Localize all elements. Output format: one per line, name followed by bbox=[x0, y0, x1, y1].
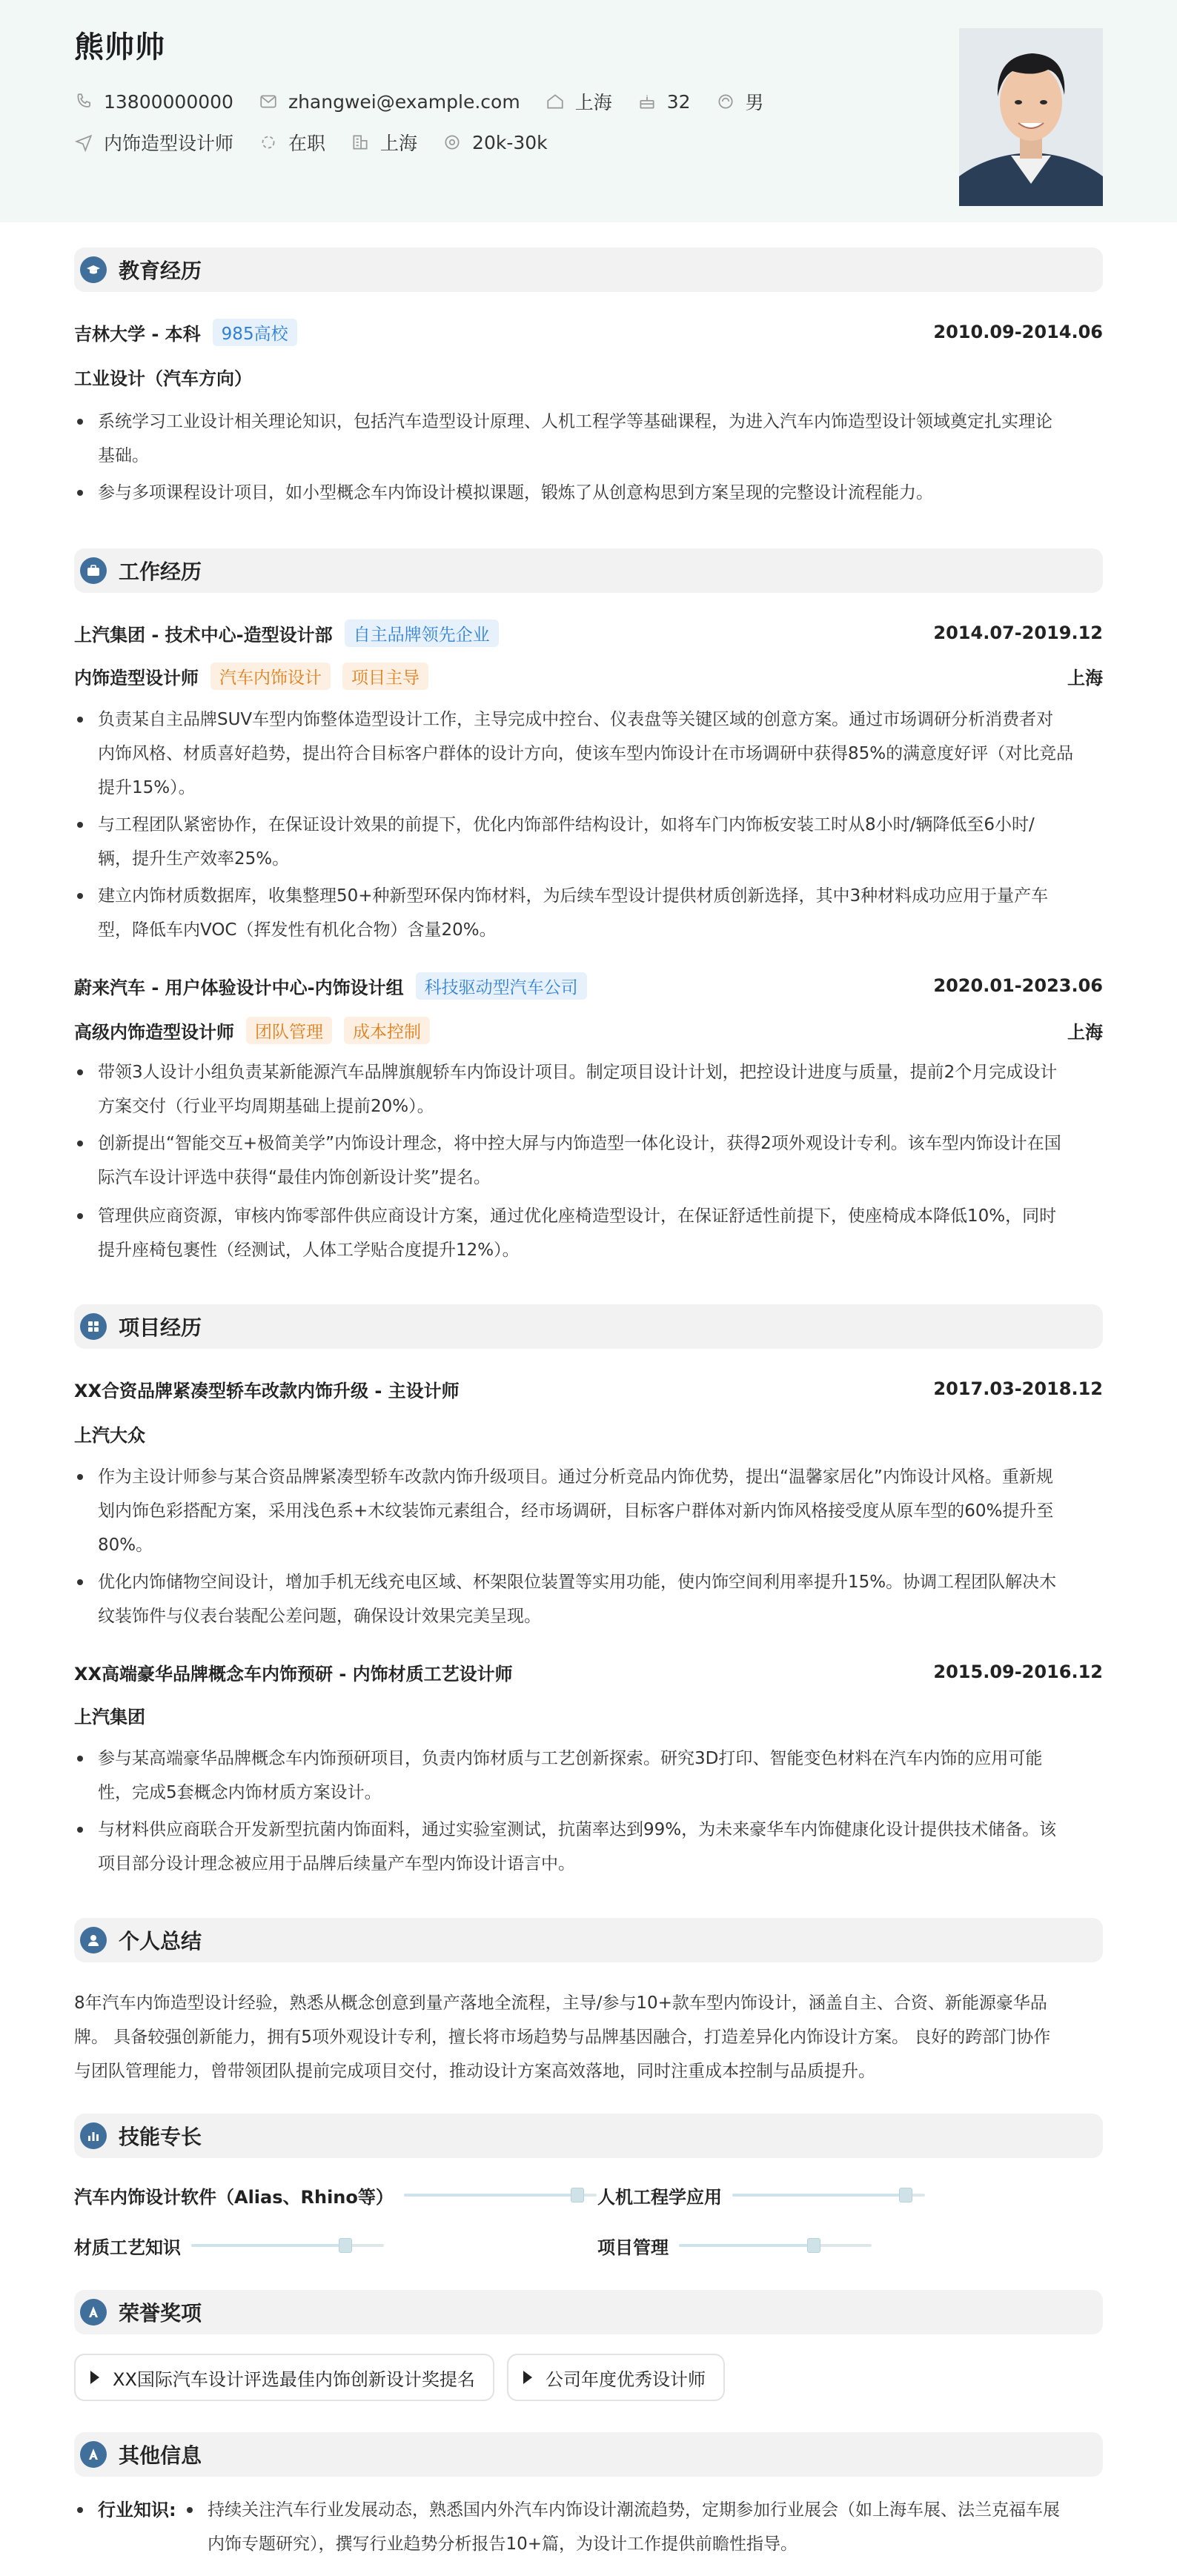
phone-text: 13800000000 bbox=[104, 90, 233, 113]
job-date: 2014.07-2019.12 bbox=[933, 623, 1103, 643]
age-text: 32 bbox=[666, 90, 691, 113]
skill-item bbox=[74, 2180, 597, 2210]
phone-icon bbox=[74, 92, 93, 111]
summary-title: 个人总结 bbox=[119, 1929, 202, 1953]
summary-section-header bbox=[74, 1918, 1103, 1962]
project-org-row bbox=[74, 1700, 1103, 1730]
cake-icon bbox=[637, 92, 657, 111]
building-icon bbox=[351, 133, 370, 152]
project-bullet: 作为主设计师参与某合资品牌紧凑型轿车改款内饰升级项目。通过分析竞品内饰优势，提出“温馨家居化”内饰设计风格。重新规 划内饰色彩搭配方案，采用浅色系+木纹装饰元素组合，经市场调研，目标客户群体对新内饰风格接受度从原车型的60%提升至 80%。 bbox=[74, 1460, 1103, 1562]
awards-title: 荣誉奖项 bbox=[119, 2301, 202, 2326]
skill-item bbox=[597, 2180, 925, 2210]
education-bullet: 参与多项课程设计项目，如小型概念车内饰设计模拟课题，锻炼了从创意构思到方案呈现的完整设计流程能力。 bbox=[74, 476, 1103, 510]
project-org: 上汽大众 bbox=[74, 1424, 145, 1446]
skill-name: 人机工程学应用 bbox=[597, 2186, 722, 2208]
award-text: 公司年度优秀设计师 bbox=[546, 2368, 706, 2390]
job-title-text: 内饰造型设计师 bbox=[104, 133, 234, 154]
other-label: 行业知识: bbox=[98, 2500, 176, 2520]
award-item bbox=[507, 2354, 725, 2401]
company-tag: 自主品牌领先企业 bbox=[345, 620, 499, 647]
phone-info bbox=[74, 91, 233, 113]
education-title: 教育经历 bbox=[119, 259, 202, 283]
other-title: 其他信息 bbox=[119, 2443, 202, 2468]
award-item bbox=[74, 2354, 494, 2401]
send-icon bbox=[74, 133, 93, 152]
job-city: 上海 bbox=[1067, 1021, 1103, 1043]
job-role-row bbox=[74, 661, 1103, 691]
job-role: 高级内饰造型设计师 bbox=[74, 1021, 234, 1043]
user-icon bbox=[80, 1927, 107, 1953]
graduation-cap-icon bbox=[80, 256, 107, 283]
other-section-header bbox=[74, 2432, 1103, 2477]
job-bullet: 创新提出“智能交互+极简美学”内饰设计理念，将中控大屏与内饰造型一体化设计，获得2项外观设计专利。该车型内饰设计在国 际汽车设计评选中获得“最佳内饰创新设计奖”提名。 bbox=[74, 1126, 1103, 1195]
summary-text: 8年汽车内饰造型设计经验，熟悉从概念创意到量产落地全流程，主导/参与10+款车型内饰设计，涵盖自主、合资、新能源豪华品 牌。 具备较强创新能力，拥有5项外观设计专利，擅长将市场趋势与品牌基因融合，打造差异化内饰设计方案。 良好的跨部门协作 与团队管理能力，曾带领团队提前完成项目交付，推动设计方案高效落地，同时注重成本控制与品质提升。 bbox=[74, 1994, 1051, 2081]
bullet-dot bbox=[77, 2507, 83, 2513]
awards-section-header bbox=[74, 2290, 1103, 2334]
skill-level-bar bbox=[679, 2244, 872, 2247]
job-date: 2020.01-2023.06 bbox=[933, 975, 1103, 996]
skill-level-bar bbox=[732, 2194, 925, 2197]
skill-level-knob bbox=[571, 2188, 584, 2202]
skills-title: 技能专长 bbox=[119, 2125, 202, 2149]
skill-level-bar bbox=[191, 2244, 384, 2247]
education-section-header bbox=[74, 248, 1103, 292]
skill-name: 材质工艺知识 bbox=[74, 2237, 181, 2258]
contact-row bbox=[74, 87, 789, 116]
job-company-row bbox=[74, 971, 1103, 1000]
skill-item bbox=[597, 2231, 872, 2260]
mail-icon bbox=[259, 92, 278, 111]
job-bullet: 建立内饰材质数据库，收集整理50+种新型环保内饰材料，为后续车型设计提供材质创新选择，其中3种材料成功应用于量产车 型，降低车内VOC（挥发性有机化合物）含量20%。 bbox=[74, 879, 1103, 947]
gender-info bbox=[716, 88, 764, 115]
skill-level-bar bbox=[404, 2194, 597, 2197]
resume-header bbox=[0, 0, 1177, 222]
projects-title: 项目经历 bbox=[119, 1315, 202, 1340]
email-info bbox=[259, 91, 520, 113]
job-role-row bbox=[74, 1015, 1103, 1045]
award-icon bbox=[80, 2299, 107, 2326]
job-role: 内饰造型设计师 bbox=[74, 667, 199, 688]
job-bullet: 管理供应商资源，审核内饰零部件供应商设计方案，通过优化座椅造型设计，在保证舒适性前提下，使座椅成本降低10%，同时 提升座椅包裹性（经测试，人体工学贴合度提升12%）。 bbox=[74, 1199, 1103, 1267]
project-date: 2015.09-2016.12 bbox=[933, 1662, 1103, 1682]
project-org-row bbox=[74, 1418, 1103, 1448]
skill-level-knob bbox=[899, 2188, 912, 2202]
school-tag: 985高校 bbox=[213, 319, 297, 346]
avatar-photo bbox=[959, 28, 1103, 206]
skill-name: 项目管理 bbox=[597, 2237, 669, 2258]
project-name-row bbox=[74, 1374, 1103, 1404]
role-tag: 团队管理 bbox=[246, 1017, 332, 1044]
skill-name: 汽车内饰设计软件（Alias、Rhino等） bbox=[74, 2186, 394, 2208]
play-triangle-icon bbox=[523, 2371, 532, 2384]
status-icon bbox=[259, 133, 278, 152]
job-bullet: 负责某自主品牌SUV车型内饰整体造型设计工作，主导完成中控台、仪表盘等关键区域的创意方案。通过市场调研分析消费者对 内饰风格、材质喜好趋势，提出符合目标客户群体的设计方向，使该车型内饰设计在市场调研中获得85%的满意度好评（对比竞品 提升15%）。 bbox=[74, 703, 1103, 805]
project-name: XX高端豪华品牌概念车内饰预研 - 内饰材质工艺设计师 bbox=[74, 1663, 513, 1684]
age-info bbox=[637, 91, 691, 113]
salary-text: 20k-30k bbox=[472, 131, 548, 153]
job-city: 上海 bbox=[1067, 667, 1103, 688]
city-info bbox=[351, 129, 417, 156]
project-date: 2017.03-2018.12 bbox=[933, 1378, 1103, 1399]
school-name: 吉林大学 - 本科 bbox=[74, 323, 201, 345]
project-name-row bbox=[74, 1657, 1103, 1687]
home-icon bbox=[546, 92, 565, 111]
project-org: 上汽集团 bbox=[74, 1706, 145, 1727]
work-title: 工作经历 bbox=[119, 560, 202, 584]
job-title-info bbox=[74, 129, 233, 156]
job-bullet: 与工程团队紧密协作，在保证设计效果的前提下，优化内饰部件结构设计，如将车门内饰板安装工时从8小时/辆降低至6小时/ 辆，提升生产效率25%。 bbox=[74, 808, 1103, 876]
salary-info bbox=[442, 132, 548, 153]
job-intent-row bbox=[74, 127, 573, 157]
role-tag: 成本控制 bbox=[344, 1017, 430, 1044]
projects-section-header bbox=[74, 1304, 1103, 1349]
job-company-row bbox=[74, 618, 1103, 648]
company-tag: 科技驱动型汽车公司 bbox=[416, 972, 587, 1000]
role-tag: 项目主导 bbox=[342, 663, 428, 690]
skills-section-header bbox=[74, 2114, 1103, 2158]
role-tag: 汽车内饰设计 bbox=[210, 663, 331, 690]
bar-chart-icon bbox=[80, 2122, 107, 2149]
city-text: 上海 bbox=[380, 133, 418, 154]
status-text: 在职 bbox=[288, 133, 326, 154]
grid-icon bbox=[80, 1313, 107, 1340]
education-date: 2010.09-2014.06 bbox=[933, 322, 1103, 342]
gender-text: 男 bbox=[745, 92, 764, 113]
education-major: 工业设计（汽车方向） bbox=[74, 368, 252, 389]
bullet-dot bbox=[187, 2507, 193, 2513]
project-bullet: 与材料供应商联合开发新型抗菌内饰面料，通过实验室测试，抗菌率达到99%，为未来豪华车内饰健康化设计提供技术储备。该 项目部分设计理念被应用于品牌后续量产车型内饰设计语言中。 bbox=[74, 1813, 1103, 1881]
job-company: 蔚来汽车 - 用户体验设计中心-内饰设计组 bbox=[74, 977, 404, 998]
status-info bbox=[259, 129, 325, 156]
portrait-image bbox=[959, 28, 1103, 206]
job-company: 上汽集团 - 技术中心-造型设计部 bbox=[74, 624, 333, 645]
coin-icon bbox=[442, 133, 462, 152]
play-triangle-icon bbox=[90, 2371, 99, 2384]
project-name: XX合资品牌紧凑型轿车改款内饰升级 - 主设计师 bbox=[74, 1380, 460, 1401]
candidate-name: 熊帅帅 bbox=[74, 30, 165, 64]
other-text: 持续关注汽车行业发展动态，熟悉国内外汽车内饰设计潮流趋势，定期参加行业展会（如上海车展、法兰克福车展 内饰专题研究），撰写行业趋势分析报告10+篇，为设计工作提供前瞻性指导。 bbox=[208, 2500, 1060, 2554]
project-bullet: 优化内饰储物空间设计，增加手机无线充电区域、杯架限位装置等实用功能，使内饰空间利用率提升15%。协调工程团队解决木 纹装饰件与仪表台装配公差问题，确保设计效果完美呈现。 bbox=[74, 1565, 1103, 1633]
info-icon bbox=[80, 2441, 107, 2468]
education-bullet: 系统学习工业设计相关理论知识，包括汽车造型设计原理、人机工程学等基础课程，为进入汽车内饰造型设计领域奠定扎实理论 基础。 bbox=[74, 405, 1103, 473]
location-text: 上海 bbox=[574, 92, 612, 113]
location-info bbox=[546, 88, 612, 115]
skill-item bbox=[74, 2231, 384, 2260]
job-bullet: 带领3人设计小组负责某新能源汽车品牌旗舰轿车内饰设计项目。制定项目设计计划，把控设计进度与质量，提前2个月完成设计 方案交付（行业平均周期基础上提前20%）。 bbox=[74, 1055, 1103, 1123]
gender-icon bbox=[716, 92, 735, 111]
skill-level-knob bbox=[339, 2238, 352, 2253]
email-text: zhangwei@example.com bbox=[288, 90, 520, 113]
education-major-row bbox=[74, 362, 1103, 391]
education-school-row bbox=[74, 317, 1103, 347]
work-section-header bbox=[74, 548, 1103, 593]
briefcase-icon bbox=[80, 557, 107, 584]
project-bullet: 参与某高端豪华品牌概念车内饰预研项目，负责内饰材质与工艺创新探索。研究3D打印、智能变色材料在汽车内饰的应用可能 性，完成5套概念内饰材质方案设计。 bbox=[74, 1742, 1103, 1810]
award-text: XX国际汽车设计评选最佳内饰创新设计奖提名 bbox=[113, 2368, 475, 2390]
skill-level-knob bbox=[807, 2238, 820, 2253]
